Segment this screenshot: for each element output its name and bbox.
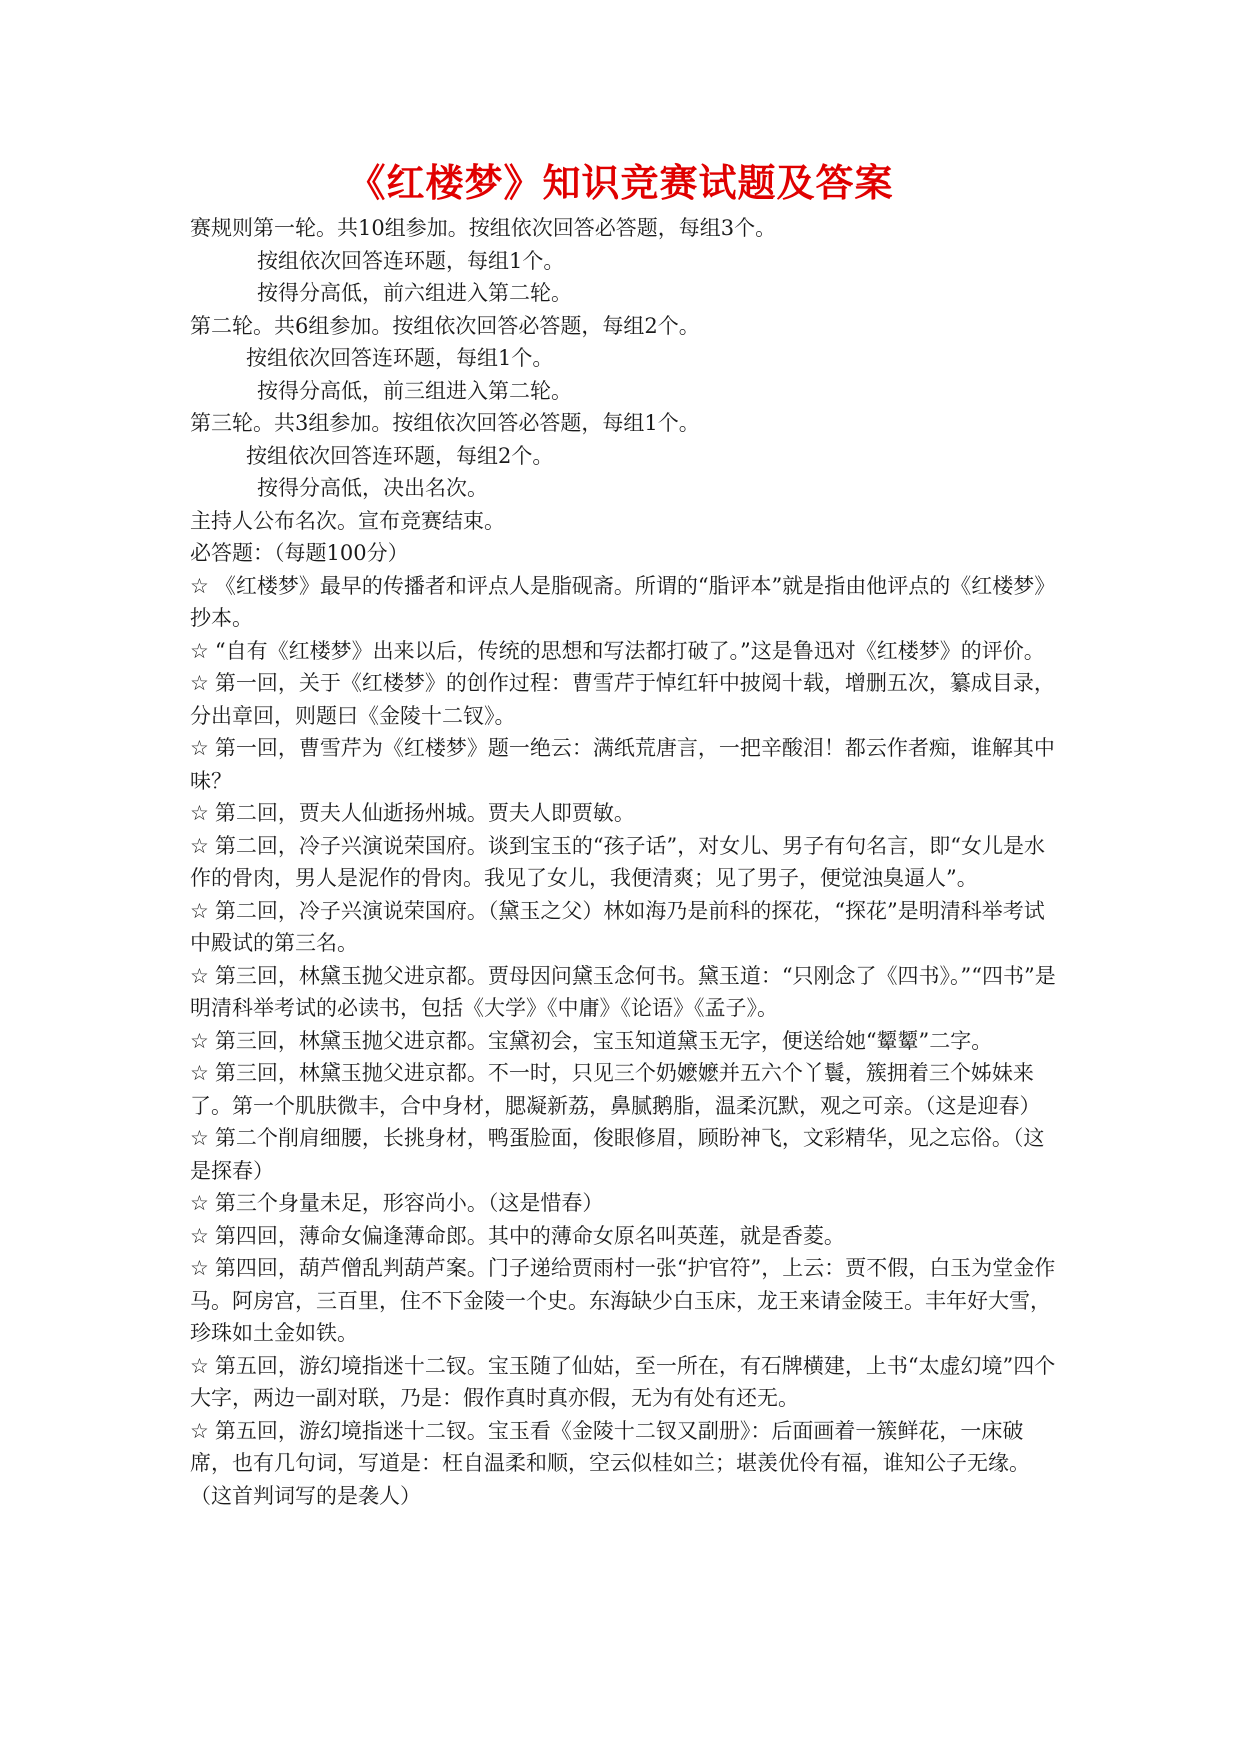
question-item bbox=[190, 1415, 1060, 1513]
question-text: 第二个削肩细腰，长挑身材，鸭蛋脸面，俊眼修眉，顾盼神飞，文彩精华，见之忘俗。（这是探春） bbox=[190, 1126, 1045, 1183]
question-item bbox=[190, 1187, 1060, 1220]
question-text: 《红楼梦》最早的传播者和评点人是脂砚斋。所谓的“脂评本”就是指由他评点的《红楼梦》抄本。 bbox=[190, 573, 1056, 630]
question-text: 第三回，林黛玉抛父进京都。不一时，只见三个奶嬷嬷并五六个丫鬟，簇拥着三个姊妹来了。第一个肌肤微丰，合中身材，腮凝新荔，鼻腻鹅脂，温柔沉默，观之可亲。（这是迎春） bbox=[190, 1061, 1041, 1118]
rule-line: 按得分高低，决出名次。 bbox=[257, 476, 488, 500]
rule-line: 按组依次回答连环题，每组1个。 bbox=[246, 346, 554, 370]
rule-line: 赛规则第一轮。共10组参加。按组依次回答必答题，每组3个。 bbox=[190, 216, 777, 240]
question-text: 第二回，冷子兴演说荣国府。谈到宝玉的“孩子话”，对女儿、男子有句名言，即“女儿是水作的骨肉，男人是泥作的骨肉。我见了女儿，我便清爽；见了男子，便觉浊臭逼人”。 bbox=[190, 833, 1046, 890]
star-icon: ☆ bbox=[190, 1256, 209, 1280]
document-body bbox=[190, 212, 1060, 1512]
question-text: 第五回，游幻境指迷十二钗。宝玉看《金陵十二钗又副册》：后面画着一簇鲜花，一床破席，也有几句词，写道是：枉自温柔和顺，空云似桂如兰；堪羡优伶有福，谁知公子无缘。（这首判词写的是袭人） bbox=[190, 1418, 1030, 1508]
rule-line: 第二轮。共6组参加。按组依次回答必答题，每组2个。 bbox=[190, 313, 700, 338]
star-icon: ☆ bbox=[190, 1223, 209, 1248]
star-icon: ☆ bbox=[190, 1191, 209, 1215]
question-text: 第三个身量未足，形容尚小。（这是惜春） bbox=[214, 1191, 604, 1215]
question-item bbox=[190, 1252, 1060, 1350]
question-item bbox=[190, 797, 1060, 830]
star-icon: ☆ bbox=[190, 801, 209, 825]
star-icon: ☆ bbox=[190, 963, 209, 988]
question-text: 第五回，游幻境指迷十二钗。宝玉随了仙姑，至一所在，有石牌横建，上书“太虚幻境”四个大字，两边一副对联，乃是：假作真时真亦假，无为有处有还无。 bbox=[190, 1353, 1056, 1410]
question-item bbox=[190, 830, 1060, 895]
question-item bbox=[190, 635, 1060, 668]
star-icon: ☆ bbox=[190, 573, 209, 598]
question-text: 第四回，葫芦僧乱判葫芦案。门子递给贾雨村一张“护官符”，上云：贾不假，白玉为堂金作马。阿房宫，三百里，住不下金陵一个史。东海缺少白玉床，龙王来请金陵王。丰年好大雪，珍珠如土金如铁。 bbox=[190, 1256, 1056, 1345]
star-icon: ☆ bbox=[190, 898, 209, 923]
question-item bbox=[190, 732, 1060, 797]
question-item bbox=[190, 960, 1060, 1025]
star-icon: ☆ bbox=[190, 638, 209, 663]
rule-line: 按得分高低，前六组进入第二轮。 bbox=[257, 281, 572, 305]
question-item bbox=[190, 1350, 1060, 1415]
rule-line: 按组依次回答连环题，每组1个。 bbox=[257, 248, 565, 273]
question-item bbox=[190, 570, 1060, 635]
star-icon: ☆ bbox=[190, 1418, 209, 1443]
question-item bbox=[190, 1220, 1060, 1253]
star-icon: ☆ bbox=[190, 833, 209, 858]
star-icon: ☆ bbox=[190, 1028, 209, 1053]
star-icon: ☆ bbox=[190, 671, 209, 695]
rule-line: 按得分高低，前三组进入第二轮。 bbox=[257, 378, 572, 403]
question-item bbox=[190, 667, 1060, 732]
question-text: “自有《红楼梦》出来以后，传统的思想和写法都打破了。”这是鲁迅对《红楼梦》的评价。 bbox=[214, 638, 1045, 663]
section-heading: 必答题：（每题100分） bbox=[190, 541, 409, 565]
question-text: 第四回，薄命女偏逢薄命郎。其中的薄命女原名叫英莲，就是香菱。 bbox=[214, 1223, 845, 1248]
question-item bbox=[190, 1122, 1060, 1187]
star-icon: ☆ bbox=[190, 736, 209, 760]
star-icon: ☆ bbox=[190, 1126, 209, 1150]
question-text: 第一回，曹雪芹为《红楼梦》题一绝云：满纸荒唐言，一把辛酸泪！都云作者痴，谁解其中味？ bbox=[190, 736, 1055, 793]
question-text: 第三回，林黛玉抛父进京都。宝黛初会，宝玉知道黛玉无字，便送给她“颦颦”二字。 bbox=[214, 1028, 993, 1053]
star-icon: ☆ bbox=[190, 1061, 209, 1085]
star-icon: ☆ bbox=[190, 1353, 209, 1378]
rule-line: 主持人公布名次。宣布竞赛结束。 bbox=[190, 508, 505, 533]
document-title: 《红楼梦》知识竞赛试题及答案 bbox=[347, 160, 894, 205]
question-text: 第一回，关于《红楼梦》的创作过程：曹雪芹于悼红轩中披阅十载，增删五次，纂成目录，分出章回，则题曰《金陵十二钗》。 bbox=[190, 671, 1055, 728]
question-text: 第二回，贾夫人仙逝扬州城。贾夫人即贾敏。 bbox=[214, 801, 635, 825]
rule-line: 第三轮。共3组参加。按组依次回答必答题，每组1个。 bbox=[190, 411, 700, 435]
question-item bbox=[190, 895, 1060, 960]
question-text: 第二回，冷子兴演说荣国府。（黛玉之父）林如海乃是前科的探花，“探花”是明清科举考试中殿试的第三名。 bbox=[190, 898, 1045, 955]
rule-line: 按组依次回答连环题，每组2个。 bbox=[246, 443, 554, 468]
question-item bbox=[190, 1025, 1060, 1058]
question-item bbox=[190, 1057, 1060, 1122]
question-text: 第三回，林黛玉抛父进京都。贾母因问黛玉念何书。黛玉道：“只刚念了《四书》。”“四书”是明清科举考试的必读书，包括《大学》《中庸》《论语》《孟子》。 bbox=[190, 963, 1056, 1020]
